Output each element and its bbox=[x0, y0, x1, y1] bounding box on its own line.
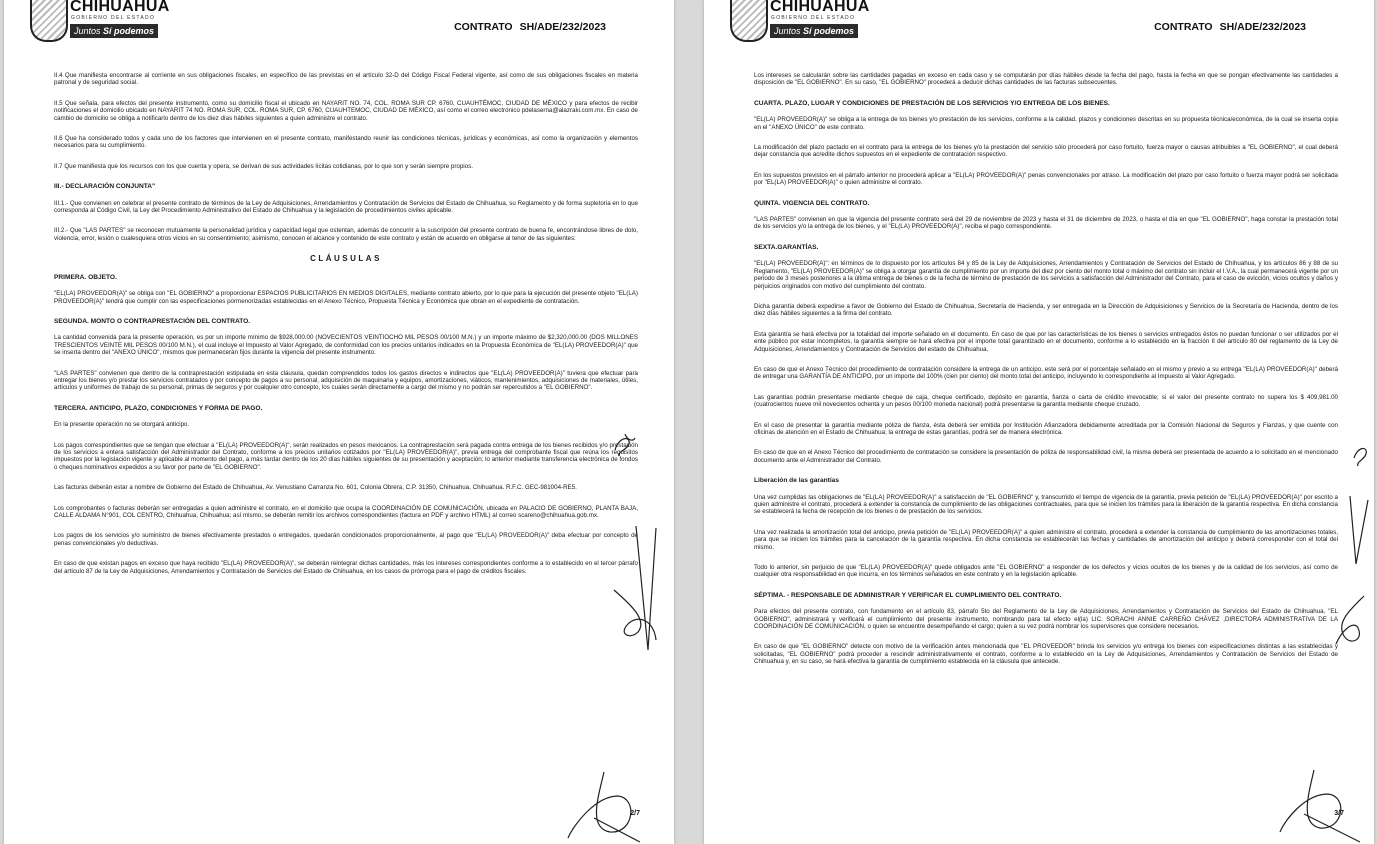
paragraph: La modificación del plazo pactado en el contrato para la entrega de los bienes y/o la prestación del servicio sólo procederá por caso fortuito, fuerza mayor o causas atribuibles a "EL GOBIERNO", el cual deberá dejar constancia que acredite dichos supuestos en el expediente de contratación respectivo. bbox=[754, 144, 1338, 159]
document-page-3 bbox=[704, 0, 1374, 844]
contract-label: CONTRATO bbox=[1154, 21, 1213, 33]
paragraph: Los intereses se calcularán sobre las cantidades pagadas en exceso en cada caso y se computarán por días hábiles desde la fecha del pago, hasta la fecha en que se pongan efectivamente las cantidades a disposición de "EL GOBIERNO". En su caso, "EL GOBIERNO" procederá a deducir dichas cantidades de las facturas subsecuentes. bbox=[754, 72, 1338, 87]
document-page-2 bbox=[4, 0, 674, 844]
section-heading: CUARTA. PLAZO, LUGAR Y CONDICIONES DE PRESTACIÓN DE LOS SERVICIOS Y/O ENTREGA DE LOS BIENES. bbox=[754, 99, 1110, 107]
paragraph: Esta garantía se hará efectiva por la totalidad del importe señalado en el documento. En caso de que por las características de los bienes o servicios entregados éstos no puedan funcionar o ser utilizados por el ente público por estar incompletos, la garantía siempre se hará efectiva por el importe total garantizado en el documento, conforme a lo establecido en la fracción II del artículo 80 del reglamento de la Ley de Adquisiciones, Arrendamientos y Contratación de Servicios del estado de Chihuahua. bbox=[754, 330, 1338, 353]
coat-of-arms-icon bbox=[30, 0, 68, 42]
paragraph: Los pagos de los servicios y/o suministro de bienes efectivamente prestados o entregados, quedarán condicionados proporcionalmente, al pago que "EL(LA) PROVEEDOR(A)" deba efectuar por concepto de penas convencionales y/o deductivas. bbox=[54, 532, 638, 547]
signature-stroke bbox=[1344, 490, 1372, 570]
slogan-part-b: Sí podemos bbox=[103, 26, 155, 36]
contract-number: SH/ADE/232/2023 bbox=[519, 21, 606, 33]
paragraph: II.4 Que manifiesta encontrarse al corriente en sus obligaciones fiscales, en específico de las previstas en el artículo 32-D del Código Fiscal Federal vigente, así como de sus obligaciones fiscales en materia patronal y de seguridad social. bbox=[54, 72, 638, 87]
government-label: GOBIERNO DEL ESTADO bbox=[71, 15, 156, 21]
page-header bbox=[730, 0, 1354, 46]
paragraph: III.2.- Que "LAS PARTES" se reconocen mutuamente la personalidad jurídica y capacidad legal que ostentan, además de concurrir a la suscripción del presente contrato de buena fe, encontrándose libres de dolo, violencia, error, lesión o cualesquiera otros vicios en su consentimiento; asimismo, conocen el alcance y contenido de este contrato y están de acuerdo en obligarse al tenor de las siguientes: bbox=[54, 227, 638, 242]
paragraph: "EL(LA) PROVEEDOR(A)" se obliga con "EL GOBIERNO" a proporcionar ESPACIOS PUBLICITARIOS EN MEDIOS DIGITALES, mediante contrato abierto, por lo que para la ejecución del presente objeto "EL(LA) PROVEEDOR(A)" tendrá que cumplir con las especificaciones pormenorizadas establecidas en el Anexo Técnico, Propuesta Técnica y Económica que obran en el expediente de contratación. bbox=[54, 290, 638, 305]
signature-main bbox=[1274, 766, 1364, 844]
contract-number: SH/ADE/232/2023 bbox=[1219, 21, 1306, 33]
slogan-part-a: Juntos bbox=[774, 26, 801, 36]
section-heading: PRIMERA. OBJETO. bbox=[54, 273, 117, 281]
clauses-heading: CLÁUSULAS bbox=[310, 254, 382, 264]
section-heading: TERCERA. ANTICIPO, PLAZO, CONDICIONES Y FORMA DE PAGO. bbox=[54, 404, 263, 412]
section-heading: III.- DECLARACIÓN CONJUNTA" bbox=[54, 183, 156, 191]
slogan-part-b: Sí podemos bbox=[803, 26, 855, 36]
slogan bbox=[770, 24, 858, 38]
signature-initials bbox=[1350, 440, 1372, 470]
section-heading: Liberación de las garantías bbox=[754, 477, 840, 485]
brand-name: CHIHUAHUA bbox=[70, 0, 170, 15]
paragraph: "EL(LA) PROVEEDOR(A)" se obliga a la entrega de los bienes y/o prestación de los servicios, conforme a la calidad, plazos y condiciones descritas en su propuesta técnica/económica, de la cual se inserta copia en el "ANEXO ÚNICO" de este contrato. bbox=[754, 116, 1338, 131]
signature-initials bbox=[608, 580, 664, 650]
government-label: GOBIERNO DEL ESTADO bbox=[771, 15, 856, 21]
coat-of-arms-icon bbox=[730, 0, 768, 42]
paragraph: Los comprobantes o facturas deberán ser entregadas a quien administre el contrato, en el domicilio que ocupa la COORDINACIÓN DE COMUNICACIÓN, ubicada en PALACIO DE GOBIERNO, PLANTA BAJA, CALLE ALDAMA N°901, COL CENTRO, Chihuahua, Chihuahua; así mismo, se deberán remitir los archivos correspondientes (factura en PDF y archivo HTML) al correo scareno@chihuahua.gob.mx. bbox=[54, 504, 638, 519]
slogan bbox=[70, 24, 158, 38]
section-heading: QUINTA. VIGENCIA DEL CONTRATO. bbox=[754, 199, 870, 207]
contract-title bbox=[1147, 21, 1306, 33]
paragraph: "EL(LA) PROVEEDOR(A)": en términos de lo dispuesto por los artículos 84 y 85 de la Ley de Adquisiciones, Arrendamientos y Contratación de Servicios del Estado de Chihuahua, y los artículos 86 y 88 de su Reglamento, "EL(LA) PROVEEDOR(A)" se obliga a otorgar garantía de cumplimiento por un importe del diez por ciento del monto total o máximo del contrato sin incluir el I.V.A., la cual permanecerá vigente por un periodo de 3 meses posteriores a la última entrega de bienes o de la fecha de término de prestación de los servicios a satisfacción del Administrador del Contrato, para el caso de evicción, vicios ocultos y daños y perjuicios originados con motivo del cumplimiento del contrato. bbox=[754, 260, 1338, 290]
paragraph: En los supuestos previstos en el párrafo anterior no procederá aplicar a "EL(LA) PROVEEDOR(A)" penas convencionales por atraso. La modificación del plazo por caso fortuito o fuerza mayor podrá ser solicitada por "EL(LA) PROVEEDOR(A)" o quien administre el contrato. bbox=[754, 171, 1338, 187]
paragraph: Dicha garantía deberá expedirse a favor de Gobierno del Estado de Chihuahua, Secretaría de Hacienda, y ser entregada en la Dirección de Adquisiciones y Servicios de la Secretaría de Hacienda, dentro de los diez días hábiles siguientes a la firma del contrato. bbox=[754, 302, 1338, 318]
contract-title bbox=[447, 21, 606, 33]
paragraph: III.1.- Que convienen en celebrar el presente contrato de términos de la Ley de Adquisiciones, Arrendamientos y Contratación de Servicios del Estado de Chihuahua, su Reglamento y de forma supletoria en lo que corresponda al Código Civil, la Ley del Procedimiento Administrativo del Estado de Chihuahua y la legislación de procedimientos civiles aplicable. bbox=[54, 199, 638, 215]
page-number: 2/7 bbox=[630, 810, 640, 817]
signature-main bbox=[564, 768, 644, 844]
paragraph: "LAS PARTES" convienen en que la vigencia del presente contrato será del 29 de noviembre de 2023 y hasta el 31 de diciembre de 2023, o hasta el día en que "EL GOBIERNO", haga constar la prestación total de los servicios y/o la entrega de los bienes, y el "EL(LA) PROVEEDOR(A)", reciba el pago correspondiente. bbox=[754, 216, 1338, 231]
paragraph: En caso de que en el Anexo Técnico del procedimiento de contratación se considere la presentación de póliza de responsabilidad civil, la misma deberá ser presentada de acuerdo a lo solicitado en el mencionado documento ante el Administrador del Contrato. bbox=[754, 449, 1338, 464]
paragraph: La cantidad convenida para la presente operación, es por un importe mínimo de $928,000.00 (NOVECIENTOS VEINTIOCHO MIL PESOS 00/100 M.N.) y un importe máximo de $2,320,000.00 (DOS MILLONES TRESCIENTOS VEINTE MIL PESOS 00/100 M.N.), el cual incluye el Impuesto al Valor Agregado, de conformidad con los precios unitarios indicados en la Propuesta Económica de "EL(LA) PROVEEDOR(A)" que se inserta dentro del "ANEXO ÚNICO", mismos que permanecerán fijos durante la vigencia del presente instrumento. bbox=[54, 334, 638, 357]
section-heading: SÉPTIMA. - RESPONSABLE DE ADMINISTRAR Y VERIFICAR EL CUMPLIMIENTO DEL CONTRATO. bbox=[754, 591, 1062, 599]
paragraph: En la presente operación no se otorgará anticipo. bbox=[54, 421, 190, 429]
paragraph: Una vez cumplidas las obligaciones de "EL(LA) PROVEEDOR(A)" a satisfacción de "EL GOBIERNO" y, transcurrido el tiempo de vigencia de la garantía, previa petición de "EL(LA) PROVEEDOR(A)" por escrito a quien administre el contrato, procederá a extender la constancia de cumplimiento de las obligaciones contractuales, para que se inicien los trámites para la liberación de la garantía respectiva. En dicha constancia se establecerá la fecha de recepción de los bienes o de prestación de los servicios. bbox=[754, 493, 1338, 516]
paragraph: "LAS PARTES" convienen que dentro de la contraprestación estipulada en esta cláusula, quedan comprendidos todos los gastos directos e indirectos que "EL(LA) PROVEEDOR(A)" tuviera que efectuar para entregar los bienes y/o prestar los servicios contratados y por concepto de pagos a su personal, adquisición de maquinaria y equipos, amortizaciones, viáticos, mantenimientos, adquisiciones de materiales, útiles, artículos y uniformes de trabajo de su personal, primas de seguros y por cualquier otro concepto, los cuales serán directamente a cargo del mismo y no podrán ser repercutidos a "EL GOBIERNO". bbox=[54, 369, 638, 392]
page-body bbox=[54, 72, 638, 588]
page-body bbox=[754, 72, 1338, 679]
page-header bbox=[30, 0, 654, 46]
paragraph: En caso de que existan pagos en exceso que haya recibido "EL(LA) PROVEEDOR(A)", se deberán reintegrar dichas cantidades, más los intereses correspondientes conforme a lo establecido en el tercer párrafo del artículo 87 de la Ley de Adquisiciones, Arrendamientos y Contratación de Servicios del Estado de Chihuahua, en los casos de prórroga para el pago de créditos fiscales. bbox=[54, 560, 638, 575]
paragraph: Los pagos correspondientes que se tengan que efectuar a "EL(LA) PROVEEDOR(A)", serán realizados en pesos mexicanos. La contraprestación será pagada contra entrega de los bienes recibidos y/o prestación de los servicios a entera satisfacción del Administrador del Contrato, conforme a los precios unitarios cotizados por "EL(LA) PROVEEDOR(A)", previa entrega del comprobante fiscal que reúna los requisitos impuestos por la legislación vigente y aplicable al momento del pago, a más tardar dentro de los 20 días hábiles siguientes de su presentación y aceptación; lo anterior mediante transferencia electrónica de fondos o cheques nominativos expedidos a su favor por parte de "EL GOBIERNO". bbox=[54, 441, 638, 471]
paragraph: II.5 Que señala, para efectos del presente instrumento, como su domicilio fiscal el ubicado en NAYARIT NO. 74, COL. ROMA SUR CP. 6760, CUAUHTÉMOC, CIUDAD DE MÉXICO y para efectos de recibir notificaciones el domicilio ubicado en NAYARIT 74 NO. ROMA SUR, COL. ROMA SUR, CP. 6760, CUAUHTEMOC, CIUDAD DE MÉXICO, así como el correo electrónico pdelaserna@alazraki.com.mx. En caso de cambio de domicilio se obliga a notificarlo dentro de los diez días hábiles siguientes a quien administre el contrato. bbox=[54, 99, 638, 122]
contract-label: CONTRATO bbox=[454, 21, 513, 33]
paragraph: II.7 Que manifiesta que los recursos con los que cuenta y opera, se derivan de sus actividades lícitas cotidianas, por lo que son y serán siempre propios. bbox=[54, 162, 473, 170]
paragraph: Todo lo anterior, sin perjuicio de que "EL(LA) PROVEEDOR(A)" quede obligados ante "EL GOBIERNO" a responder de los defectos y vicios ocultos de los bienes y de la calidad de los servicios, así como de cualquier otra responsabilidad en que incurra, en los términos señalados en este contrato y en la legislación aplicable. bbox=[754, 564, 1338, 579]
paragraph: Las facturas deberán estar a nombre de Gobierno del Estado de Chihuahua, Av. Venustiano Carranza No. 601, Colonia Obrera, C.P. 31350, Chihuahua, Chihuahua. R.F.C. GEC-981004-RE5. bbox=[54, 484, 577, 492]
chihuahua-logo bbox=[30, 0, 180, 44]
paragraph: En el caso de presentar la garantía mediante póliza de fianza, ésta deberá ser emitida por Institución Afianzadora debidamente acreditada por la Comisión Nacional de Seguros y Fianzas, y que cuente con oficinas de atención en el Estado de Chihuahua; la entrega de estas garantías, podrá ser de manera electrónica. bbox=[754, 421, 1338, 436]
chihuahua-logo bbox=[730, 0, 880, 44]
section-heading: SEXTA.GARANTÍAS. bbox=[754, 243, 819, 251]
section-heading: SEGUNDA. MONTO O CONTRAPRESTACIÓN DEL CONTRATO. bbox=[54, 317, 251, 325]
slogan-part-a: Juntos bbox=[74, 26, 101, 36]
paragraph: II.6 Que ha considerado todos y cada uno de los factores que intervienen en el presente contrato, manifestando reunir las condiciones técnicas, jurídicas y económicas, así como la organización y elementos necesarios para su cumplimiento. bbox=[54, 135, 638, 150]
paragraph: En caso de que "EL GOBIERNO" detecte con motivo de la verificación antes mencionada que "EL PROVEEDOR" brinda los servicios y/o entrega los bienes con especificaciones distintas a las establecidas y solicitadas, "EL GOBIERNO" podrá proceder a rescindir administrativamente el contrato, conforme a lo establecido en la Ley de Adquisiciones, Arrendamientos y Contratación de Servicios del Estado de Chihuahua y, en su caso, se hará efectiva la garantía de cumplimiento establecida en la cláusula que antecede. bbox=[754, 643, 1338, 666]
paragraph: Para efectos del presente contrato, con fundamento en el artículo 83, párrafo 5to del Reglamento de la Ley de Adquisiciones, Arrendamientos y Contratación de Servicios del Estado de Chihuahua, "EL GOBIERNO", administrará y verificará el cumplimiento del presente instrumento, nombrando para tal efecto el(la) LIC. SORACHI ANNIE CARREÑO CHÁVEZ ,DIRECTORA ADMINISTRATIVA DE LA COORDINACIÓN DE COMUNICACIÓN, o quien se encuentre desempeñando el cargo; quien a su vez podrá nombrar los supervisores que considere necesarios. bbox=[754, 608, 1338, 631]
paragraph: Una vez realizada la amortización total del anticipo, previa petición de "EL(LA) PROVEEDOR(A)" a quien administre el contrato, procederá a extender la constancia de cumplimiento de las amortizaciones totales, para que se inicien los trámites para la cancelación de la garantía respectiva. En dicha constancia se establecerán las fechas y cantidades de amortización del anticipo y deberá corresponder con el total del mismo. bbox=[754, 528, 1338, 551]
paragraph: Las garantías podrán presentarse mediante cheque de caja, cheque certificado, depósito en garantía, fianza o carta de crédito irrevocable; si el valor del presente contrato no supera los $ 409,981.00 (cuatrocientos nueve mil novecientos ochenta y un pesos 00/100 moneda nacional) podrá presentarse la garantía mediante cheque cruzado. bbox=[754, 393, 1338, 409]
paragraph: En caso de que el Anexo Técnico del procedimiento de contratación considere la entrega de un anticipo, este será por el porcentaje señalado en el mismo y previo a su entrega "EL(LA) PROVEEDOR(A)" deberá de entregar una GARANTÍA DE ANTICIPO, por un importe del 100% (cien por ciento) del monto total del anticipo, incluyendo lo correspondiente al Impuesto al Valor Agregado. bbox=[754, 365, 1338, 381]
page-number: 3/7 bbox=[1334, 810, 1344, 817]
brand-name: CHIHUAHUA bbox=[770, 0, 870, 15]
